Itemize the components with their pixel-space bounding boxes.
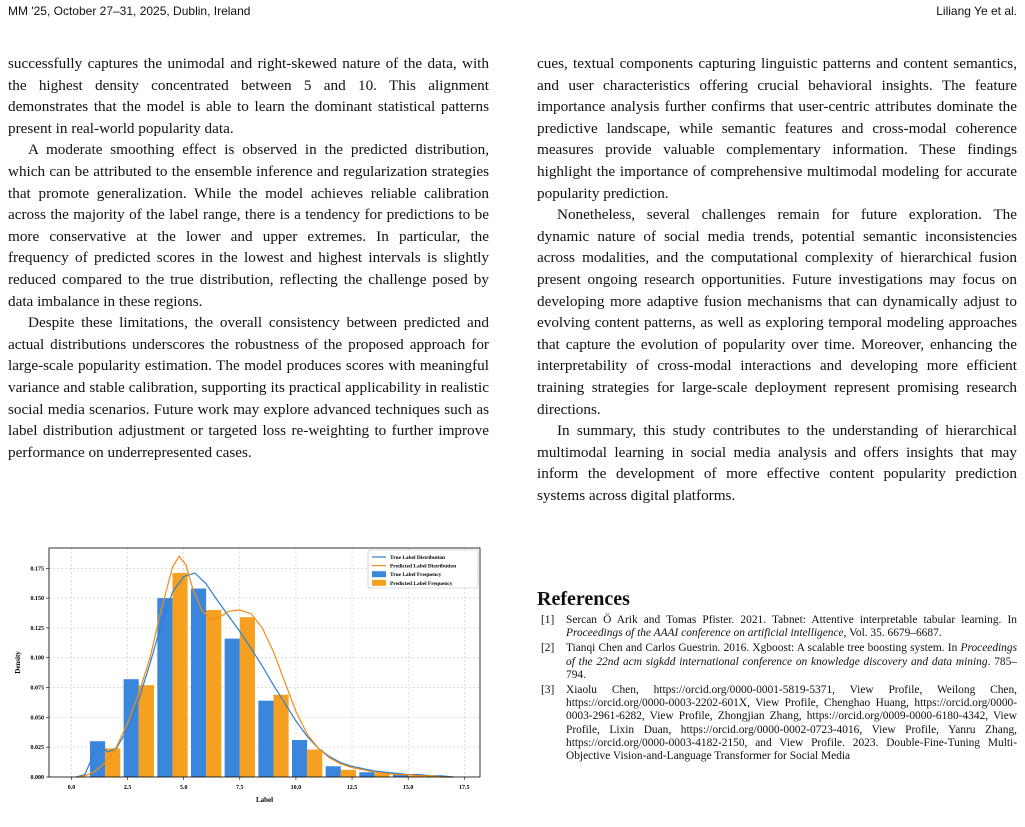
- bar: [258, 701, 273, 777]
- bar: [326, 766, 341, 777]
- y-tick-label: 0.075: [30, 685, 44, 692]
- bar: [172, 573, 187, 777]
- bar: [307, 750, 322, 777]
- y-axis-label: Density: [14, 651, 22, 674]
- bar: [273, 695, 288, 777]
- bar: [206, 610, 221, 777]
- y-tick-label: 0.000: [30, 775, 44, 781]
- x-tick-label: 0.0: [67, 785, 76, 791]
- right-column: [537, 53, 1017, 506]
- page-header: [8, 4, 1017, 20]
- reference-text: Tianqi Chen and Carlos Guestrin. 2016. Xgboost: A scalable tree boosting system. In: [566, 642, 961, 655]
- paragraph: cues, textual components capturing linguistic patterns and content semantics, and user characteristics offering crucial behavioral insights. The feature importance analysis further confirms that user-centric attributes dominate the predictive landscape, while semantic features and cross-modal coherence measures provide valuable complementary information. These findings highlight the importance of comprehensive multimodal modeling for accurate popularity prediction.: [537, 55, 1017, 202]
- bar: [359, 772, 374, 777]
- x-tick-label: 10.0: [290, 785, 302, 791]
- reference-tail: , Vol. 35. 6679–6687.: [843, 627, 942, 640]
- bar: [341, 770, 356, 777]
- legend-label: True Label Frequency: [390, 572, 442, 579]
- reference-venue: Proceedings of the 22nd acm sigkdd international conference on knowledge discovery and data mining: [566, 642, 1017, 668]
- reference-venue: Proceedings of the AAAI conference on artificial intelligence: [566, 627, 844, 640]
- author-running-head: Liliang Ye et al.: [936, 4, 1017, 18]
- bar: [225, 639, 240, 777]
- bar: [240, 617, 255, 777]
- reference-number: [1]: [541, 614, 555, 626]
- legend-swatch: [372, 580, 386, 586]
- bar: [191, 589, 206, 777]
- x-tick-label: 12.5: [346, 785, 358, 791]
- x-tick-label: 2.5: [123, 785, 132, 791]
- y-tick-label: 0.050: [30, 715, 44, 722]
- references-heading: References: [537, 588, 630, 610]
- distribution-chart: [6, 540, 486, 822]
- y-tick-label: 0.175: [30, 566, 44, 573]
- reference-number: [3]: [541, 684, 555, 697]
- legend-label: Predicted Label Distribution: [390, 563, 457, 570]
- legend-label: True Label Distribution: [390, 555, 446, 561]
- x-axis-label: Label: [255, 796, 274, 804]
- legend-label: Predicted Label Frequency: [390, 580, 453, 587]
- legend-swatch: [372, 571, 386, 577]
- reference-text: Xiaolu Chen, https://orcid.org/0000-0001-5819-5371, View Profile, Weilong Chen, https://orcid.org/0000-0003-2202-601X, View Profile, Chenghao Huang, https://orcid.org/0000-0003-2961-6282, View Profile, Zhongjian Zhang, https://orcid.org/0009-0000-6180-4342, View Profile, Lixin Duan, https://orcid.org/0000-0002-0723-4016, View Profile, Yanru Zhang, https://orcid.org/0000-0003-4182-2150, and View Profile. 2023. Double-Fine-Tuning Multi-Objective Vision-and-Language Transformer for Social Media: [566, 684, 1017, 763]
- reference-item: [537, 642, 1017, 682]
- reference-tail: . 785–794.: [566, 655, 1017, 681]
- y-tick-label: 0.100: [30, 655, 44, 662]
- left-column: [8, 53, 489, 463]
- paragraph: Despite these limitations, the overall consistency between predicted and actual distributions underscores the robustness of the proposed approach for large-scale popularity estimation. The model produces scores with meaningful variance and stable calibration, supporting its practical applicability in realistic social media scenarios. Future work may explore advanced techniques such as label distribution adjustment or targeted loss re-weighting to further improve performance on underrepresented cases.: [8, 314, 489, 461]
- bar: [157, 598, 172, 777]
- x-tick-label: 15.0: [402, 785, 414, 791]
- x-tick-label: 7.5: [236, 785, 244, 791]
- y-tick-label: 0.150: [30, 596, 44, 603]
- reference-number: [2]: [541, 642, 555, 655]
- paragraph: Nonetheless, several challenges remain for future exploration. The dynamic nature of social media trends, potential semantic inconsistencies across modalities, and the computational complexity of hierarchical fusion present ongoing research opportunities. Future investigations may focus on developing more adaptive fusion mechanisms that can dynamically adjust to evolving content patterns, as well as exploring temporal modeling approaches that capture the evolution of popularity over time. Moreover, enhancing the interpretability of cross-modal interactions and developing more efficient training strategies for large-scale deployment represent promising research directions.: [537, 206, 1017, 418]
- y-tick-label: 0.125: [30, 625, 44, 632]
- paragraph: A moderate smoothing effect is observed in the predicted distribution, which can be attributed to the ensemble inference and regularization strategies that promote generalization. While the model achieves reliable calibration across the majority of the label range, there is a tendency for predictions to be more conservative at the lower and upper extremes. In particular, the frequency of predicted scores in the lowest and highest intervals is slightly reduced compared to the true distribution, reflecting the challenge posed by data imbalance in these regions.: [8, 141, 489, 310]
- reference-item: [537, 614, 1017, 640]
- paragraph: In summary, this study contributes to the understanding of hierarchical multimodal learning in social media analysis and offers insights that may inform the development of more effective content popularity prediction systems across digital platforms.: [537, 422, 1017, 504]
- conference-info: MM '25, October 27–31, 2025, Dublin, Ireland: [8, 4, 251, 18]
- chart-svg: [6, 540, 486, 822]
- references-list: [537, 614, 1017, 765]
- reference-item: [537, 684, 1017, 763]
- y-tick-label: 0.025: [30, 745, 44, 752]
- bar: [292, 740, 307, 777]
- x-tick-label: 5.0: [179, 785, 188, 791]
- reference-text: Sercan Ö Arik and Tomas Pfister. 2021. Tabnet: Attentive interpretable tabular learning. In: [566, 614, 1017, 626]
- paragraph: successfully captures the unimodal and right-skewed nature of the data, with the highest density concentrated between 5 and 10. This alignment demonstrates that the model is able to learn the dominant statistical patterns present in real-world popularity data.: [8, 55, 489, 137]
- x-tick-label: 17.5: [459, 785, 470, 791]
- bar: [139, 685, 154, 777]
